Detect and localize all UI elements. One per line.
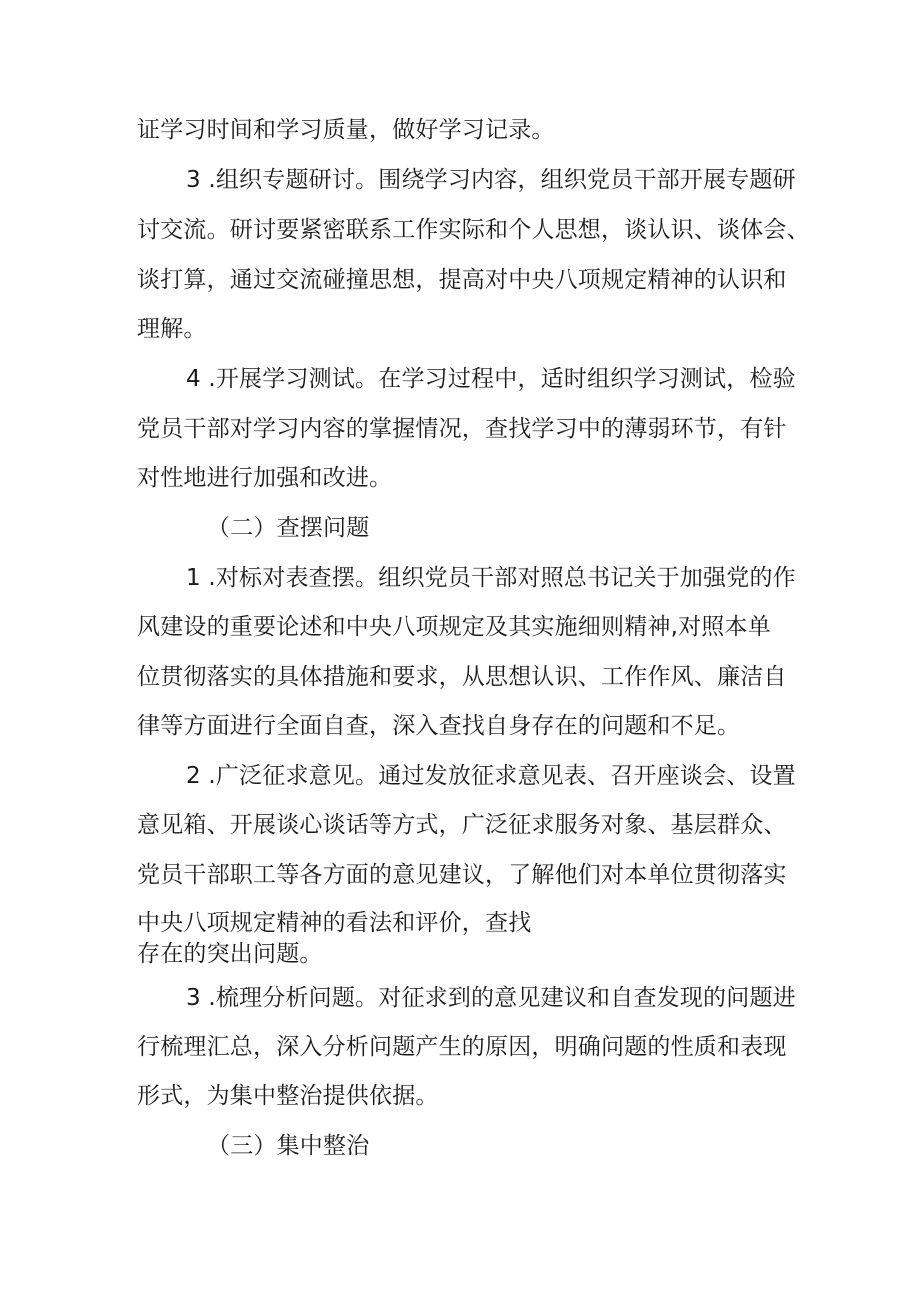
paragraph-line: 行梳理汇总，深入分析问题产生的原因，明确问题的性质和表现 <box>137 1034 787 1060</box>
paragraph-line: 1 .对标对表查摆。组织党员干部对照总书记关于加强党的作 <box>186 565 796 591</box>
paragraph-line: 2 .广泛征求意见。通过发放征求意见表、召开座谈会、设置 <box>186 763 796 789</box>
paragraph-line: 谈打算，通过交流碰撞思想，提高对中央八项规定精神的认识和 <box>137 267 787 293</box>
paragraph-line: 对性地进行加强和改进。 <box>137 465 393 491</box>
paragraph-line: 3 .组织专题研讨。围绕学习内容，组织党员干部开展专题研 <box>186 167 796 193</box>
paragraph-line: 党员干部对学习内容的掌握情况，查找学习中的薄弱环节，有针 <box>137 416 787 442</box>
paragraph-line: 理解。 <box>137 316 207 342</box>
paragraph-line: 4 .开展学习测试。在学习过程中，适时组织学习测试，检验 <box>186 366 796 392</box>
section-heading: （三）集中整治 <box>207 1133 370 1159</box>
section-heading: （二）查摆问题 <box>207 515 370 541</box>
paragraph-line: 党员干部职工等各方面的意见建议，了解他们对本单位贯彻落实 <box>137 862 787 888</box>
paragraph-line: 位贯彻落实的具体措施和要求，从思想认识、工作作风、廉洁自 <box>137 664 787 690</box>
paragraph-line: 中央八项规定精神的看法和评价，查找 <box>137 910 532 936</box>
paragraph-line: 3 .梳理分析问题。对征求到的意见建议和自查发现的问题进 <box>186 985 796 1011</box>
paragraph-line: 证学习时间和学习质量，做好学习记录。 <box>137 117 555 143</box>
paragraph-line: 风建设的重要论述和中央八项规定及其实施细则精神,对照本单 <box>137 614 771 640</box>
paragraph-line: 意见箱、开展谈心谈话等方式，广泛征求服务对象、基层群众、 <box>137 812 787 838</box>
paragraph-line: 形式，为集中整治提供依据。 <box>137 1083 439 1109</box>
paragraph-line: 讨交流。研讨要紧密联系工作实际和个人思想，谈认识、谈体会、 <box>137 217 810 243</box>
paragraph-line: 律等方面进行全面自查，深入查找自身存在的问题和不足。 <box>137 713 741 739</box>
paragraph-line: 存在的突出问题。 <box>137 941 323 967</box>
